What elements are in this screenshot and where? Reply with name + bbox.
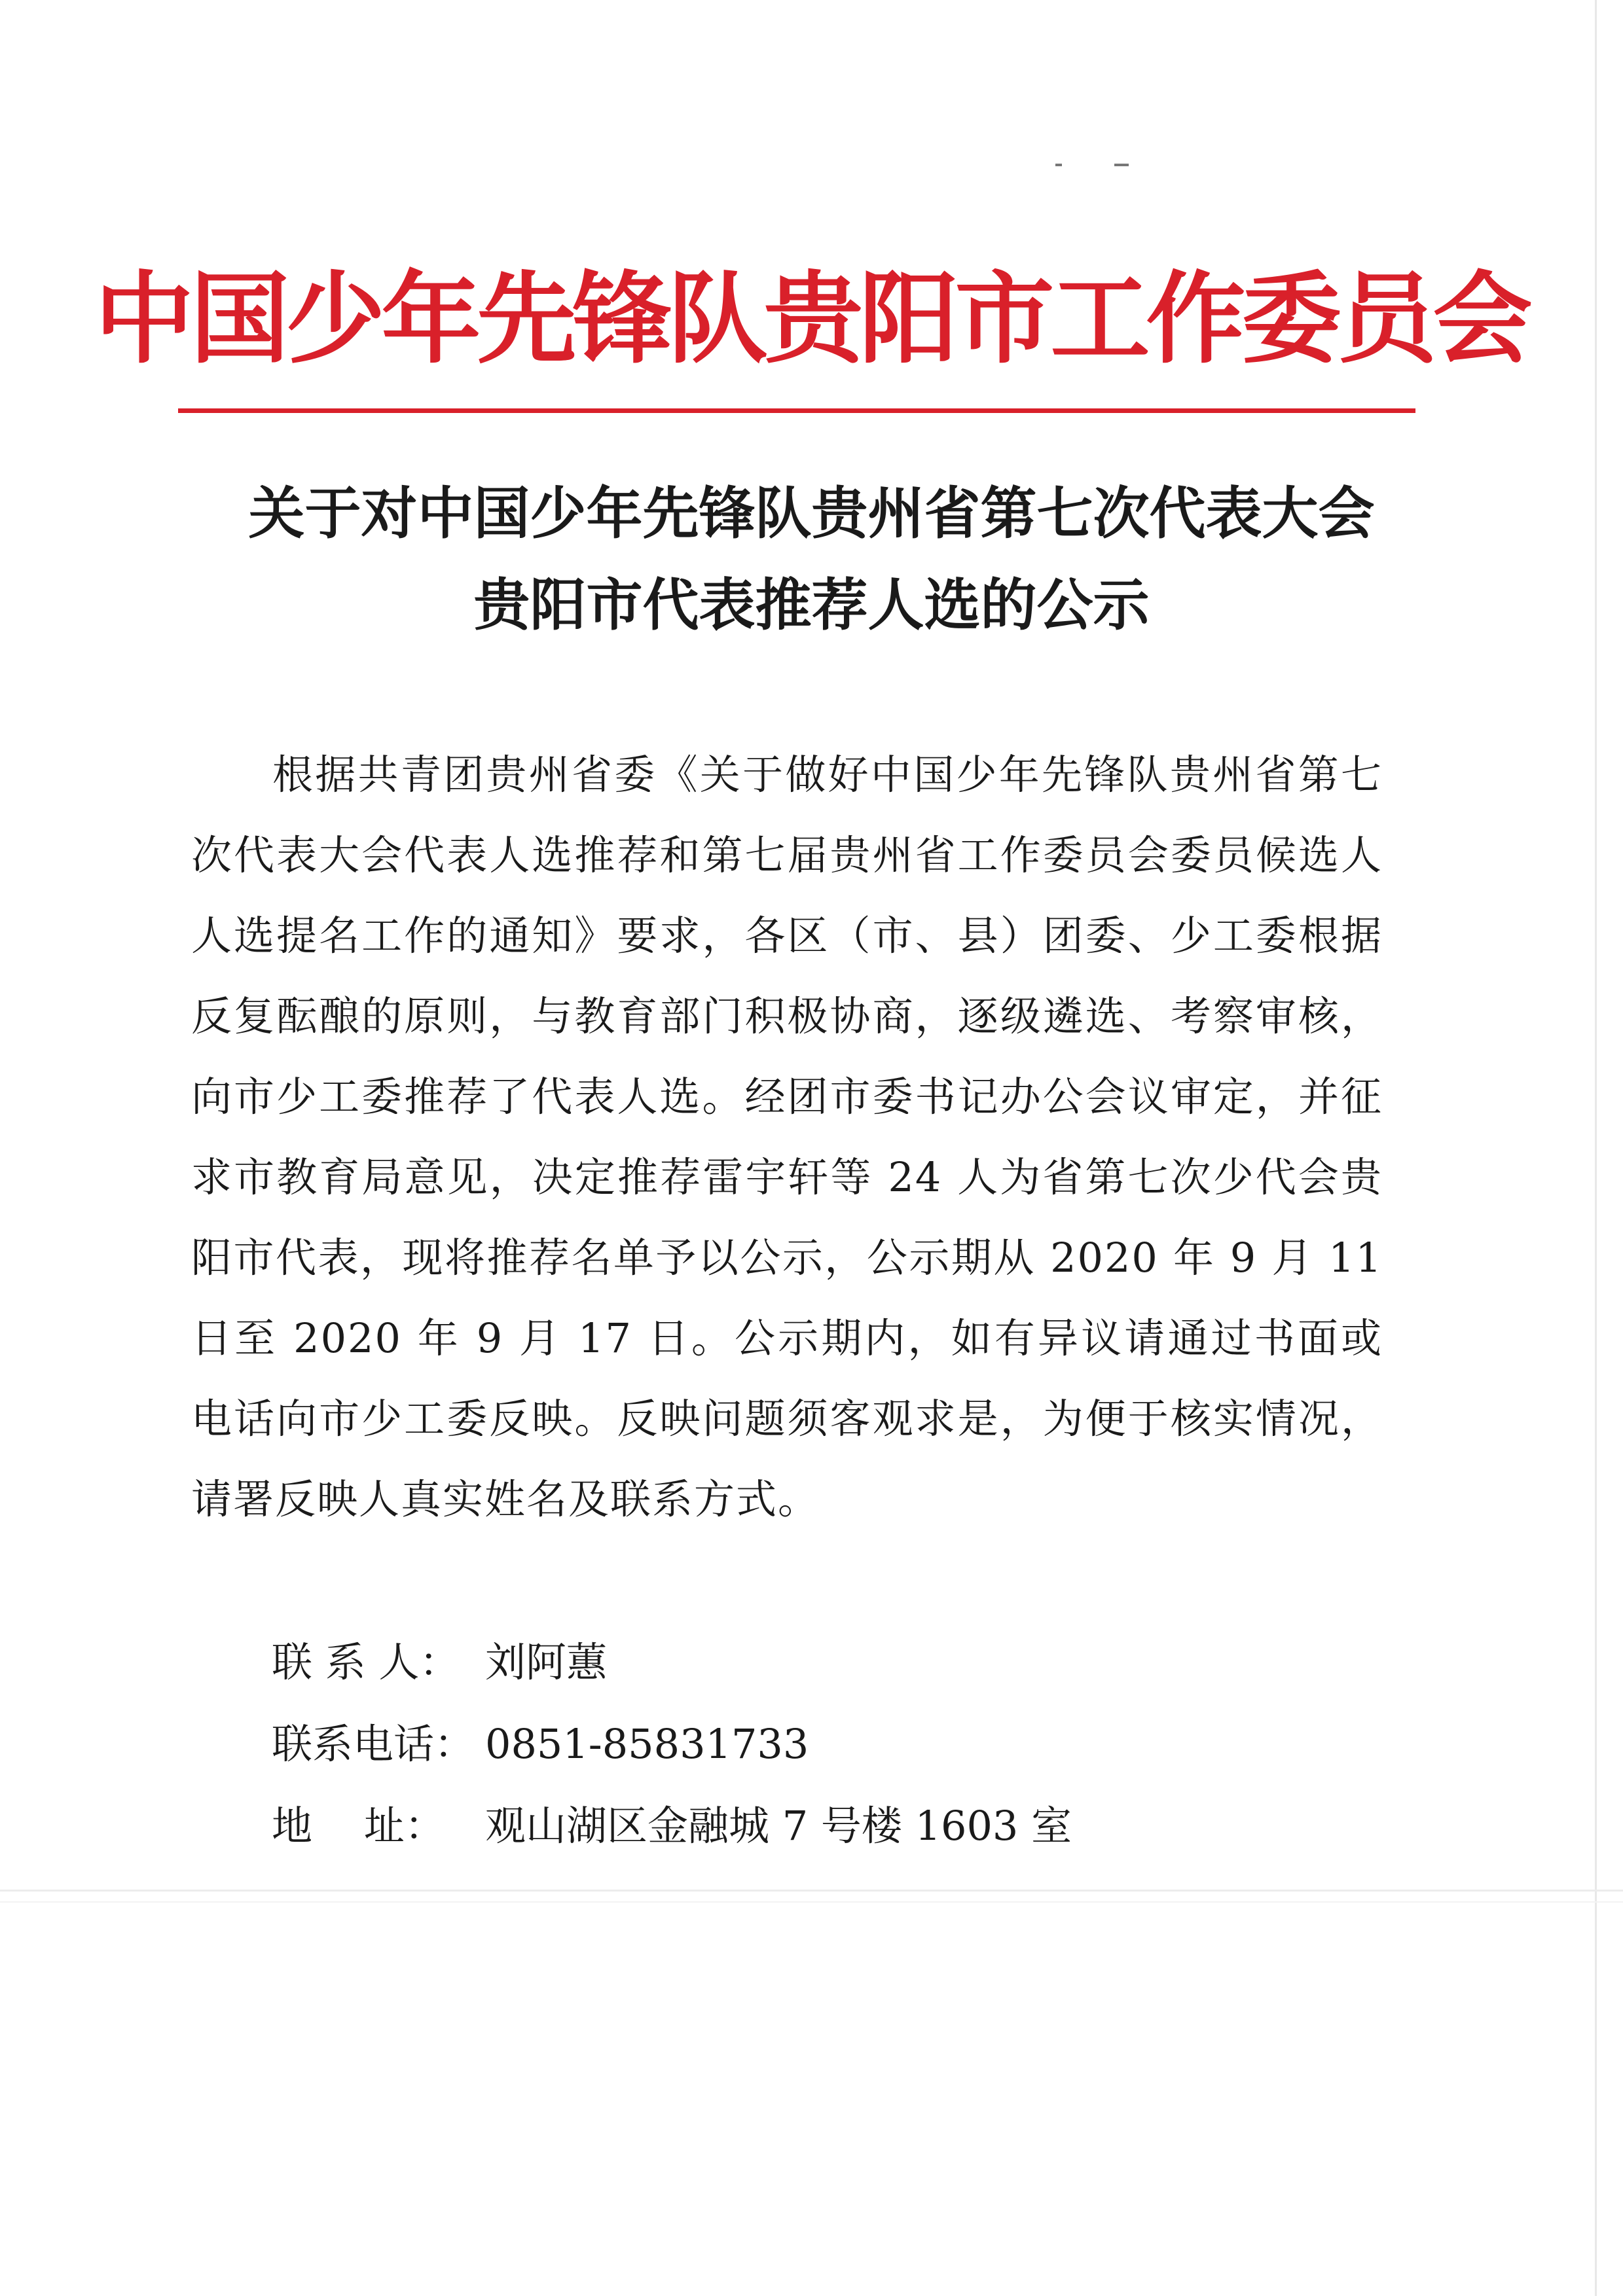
scan-mark	[1055, 164, 1127, 170]
contact-phone-row	[272, 1718, 809, 1770]
body-paragraph: 根据共青团贵州省委《关于做好中国少年先锋队贵州省第七次代表大会代表人选推荐和第七届贵州省工作委员会委员候选人人选提名工作的通知》要求，各区（市、县）团委、少工委根据反复酝酿的原则，与教育部门积极协商，逐级遴选、考察审核，向市少工委推荐了代表人选。经团市委书记办公会议审定，并征求市教育局意见，决定推荐雷宇轩等 24 人为省第七次少代会贵阳市代表，现将推荐名单予以公示，公示期从 2020 年 9 月 11 日至 2020 年 9 月 17 日。公示期内，如有异议请通过书面或电话向市少工委反映。反映问题须客观求是，为便于核实情况，请署反映人真实姓名及联系方式。	[191, 751, 1383, 1523]
contact-phone-value: 0851-85831733	[485, 1720, 809, 1768]
contact-address-row	[272, 1800, 1072, 1852]
document-title	[0, 468, 1623, 651]
contact-phone-label: 联系电话：	[272, 1720, 475, 1768]
organization-header: 中国少年先锋队贵阳市工作委员会	[94, 261, 1529, 377]
document-title-line-2: 贵阳市代表推荐人选的公示	[473, 572, 1150, 638]
document-title-line-1: 关于对中国少年先锋队贵州省第七次代表大会	[248, 480, 1375, 547]
contact-address-label: 地 址：	[272, 1802, 445, 1850]
header-divider	[178, 408, 1415, 413]
contact-person-label: 联 系 人：	[272, 1638, 460, 1686]
scan-fold-line	[0, 1890, 1623, 1892]
contact-person-row	[272, 1636, 607, 1689]
scan-fold-line-secondary	[0, 1901, 1623, 1903]
contact-address-value: 观山湖区金融城 7 号楼 1603 室	[485, 1802, 1072, 1850]
contact-person-value: 刘阿蕙	[485, 1638, 608, 1686]
